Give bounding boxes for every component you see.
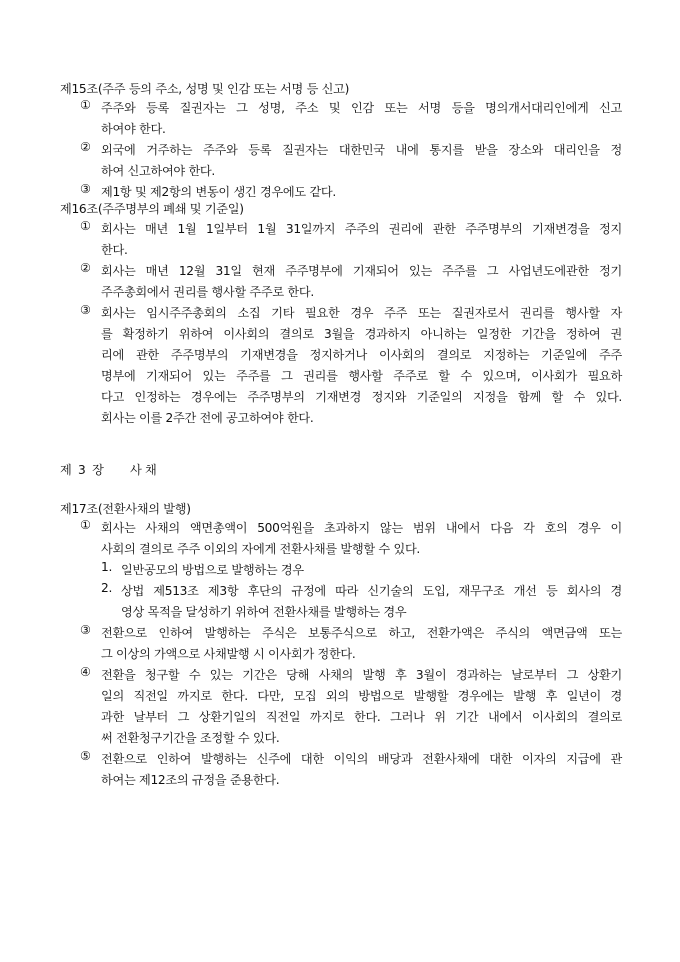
item-text-line: 제1항 및 제2항의 변동이 생긴 경우에도 같다.	[101, 185, 336, 199]
chapter-title: 사 채	[130, 463, 157, 477]
item-text-line: 써 전환청구기간을 조정할 수 있다.	[101, 731, 280, 745]
item-text-line: 회사는 이를 2주간 전에 공고하여야 한다.	[101, 411, 314, 425]
chapter-heading	[60, 461, 157, 478]
article-17-item-5	[80, 749, 622, 791]
article-16-title: 제16조(주주명부의 폐쇄 및 기준일)	[60, 202, 244, 216]
item-text-line: 다고 인정하는 경우에는 주주명부의 기재변경 정지와 기준일의 지정을 함께 할 수 있다.	[101, 390, 622, 404]
item-text-line: 주주총회에서 권리를 행사할 주주로 한다.	[101, 285, 314, 299]
item-text-line: 를 확정하기 위하여 이사회의 결의로 3월을 경과하지 아니하는 일정한 기간을 정하여 권	[101, 327, 622, 341]
item-number: ②	[80, 261, 91, 275]
item-text-line: 전환으로 인하여 발행하는 신주에 대한 이익의 배당과 전환사채에 대한 이자의 지급에 관	[101, 752, 622, 766]
item-number: ①	[80, 98, 91, 112]
subitem-text-line: 영상 목적을 달성하기 위하여 전환사채를 발행하는 경우	[121, 605, 407, 619]
chapter-number: 제 3 장	[60, 463, 104, 477]
article-15-item-2	[80, 140, 622, 182]
item-text-line: 전환으로 인하여 발행하는 주식은 보통주식으로 하고, 전환가액은 주식의 액면금액 또는	[101, 626, 622, 640]
article-15-title: 제15조(주주 등의 주소, 성명 및 인감 또는 서명 등 신고)	[60, 82, 350, 96]
item-number: ③	[80, 623, 91, 637]
article-17-item-4	[80, 665, 622, 749]
item-text-line: 일의 직전일 까지로 한다. 다만, 모집 외의 방법으로 발행할 경우에는 발행 후 일년이 경	[101, 689, 622, 703]
item-text-line: 회사는 사채의 액면총액이 500억원을 초과하지 않는 범위 내에서 다음 각 호의 경우 이	[101, 521, 622, 535]
item-number: ③	[80, 303, 91, 317]
subitem-text-line: 일반공모의 방법으로 발행하는 경우	[121, 563, 304, 577]
item-number: ④	[80, 665, 91, 679]
item-text-line: 하여야 한다.	[101, 122, 166, 136]
article-17-item-1	[80, 518, 622, 560]
item-text-line: 리에 관한 주주명부의 기재변경을 정지하거나 이사회의 결의로 지정하는 기준일에 주주	[101, 348, 622, 362]
article-17-subitem-2	[101, 581, 622, 623]
item-text-line: 과한 날부터 그 상환기일의 직전일 까지로 한다. 그러나 위 기간 내에서 이사회의 결의로	[101, 710, 622, 724]
article-17-title: 제17조(전환사채의 발행)	[60, 502, 191, 516]
subitem-number: 1.	[101, 560, 113, 574]
article-16-item-3	[80, 303, 622, 429]
article-17-subitem-1	[101, 560, 622, 581]
item-text-line: 주주와 등록 질권자는 그 성명, 주소 및 인감 또는 서명 등을 명의개서대리인에게 신고	[101, 101, 622, 115]
subitem-number: 2.	[101, 581, 113, 595]
item-number: ①	[80, 219, 91, 233]
item-text-line: 회사는 임시주주총회의 소집 기타 필요한 경우 주주 또는 질권자로서 권리를 행사할 자	[101, 306, 622, 320]
item-text-line: 사회의 결의로 주주 이외의 자에게 전환사채를 발행할 수 있다.	[101, 542, 420, 556]
article-16-item-1	[80, 219, 622, 261]
item-number: ②	[80, 140, 91, 154]
article-15-item-1	[80, 98, 622, 140]
article-17-item-3	[80, 623, 622, 665]
item-number: ③	[80, 182, 91, 196]
item-text-line: 회사는 매년 12월 31일 현재 주주명부에 기재되어 있는 주주를 그 사업년도에관한 정기	[101, 264, 622, 278]
item-text-line: 전환을 청구할 수 있는 기간은 당해 사채의 발행 후 3월이 경과하는 날로부터 그 상환기	[101, 668, 622, 682]
item-text-line: 하여는 제12조의 규정을 준용한다.	[101, 773, 280, 787]
item-text-line: 명부에 기재되어 있는 주주를 그 권리를 행사할 주주로 할 수 있으며, 이사회가 필요하	[101, 369, 622, 383]
subitem-text-line: 상법 제513조 제3항 후단의 규정에 따라 신기술의 도입, 재무구조 개선 등 회사의 경	[121, 584, 622, 598]
item-text-line: 하여 신고하여야 한다.	[101, 164, 215, 178]
item-text-line: 외국에 거주하는 주주와 등록 질권자는 대한민국 내에 통지를 받을 장소와 대리인을 정	[101, 143, 622, 157]
item-text-line: 한다.	[101, 243, 128, 257]
item-number: ⑤	[80, 749, 91, 763]
item-text-line: 회사는 매년 1월 1일부터 1월 31일까지 주주의 권리에 관한 주주명부의 기재변경을 정지	[101, 222, 622, 236]
article-16-item-2	[80, 261, 622, 303]
item-text-line: 그 이상의 가액으로 사채발행 시 이사회가 정한다.	[101, 647, 356, 661]
item-number: ①	[80, 518, 91, 532]
